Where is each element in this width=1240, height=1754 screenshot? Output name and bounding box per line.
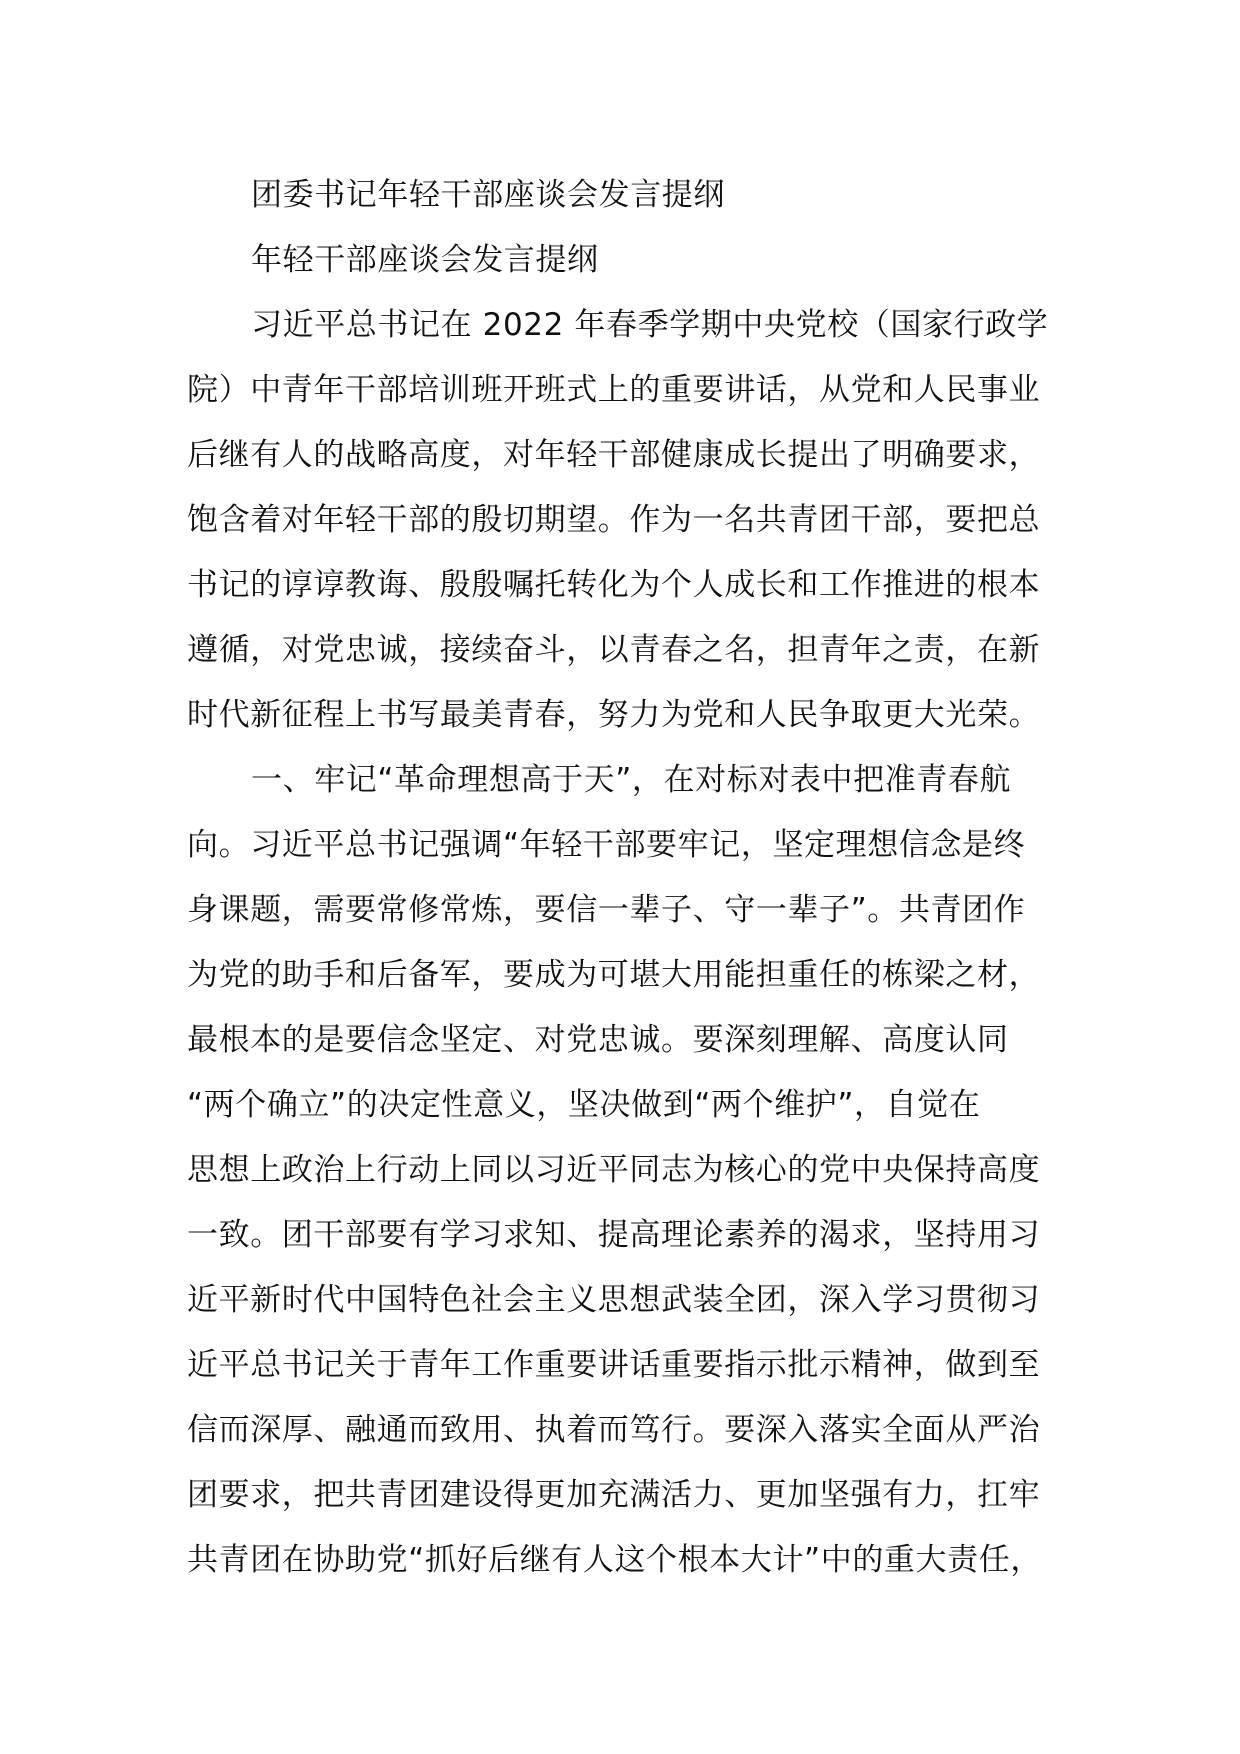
paragraph-section-one-line: 为党的助手和后备军，要成为可堪大用能担重任的栋梁之材， <box>187 957 1041 993</box>
paragraph-intro-line: 院）中青年干部培训班开班式上的重要讲话，从党和人民事业 <box>187 372 1041 408</box>
paragraph-section-one-line: 近平总书记关于青年工作重要讲话重要指示批示精神，做到至 <box>187 1347 1041 1383</box>
paragraph-section-one-line: “两个确立”的决定性意义，坚决做到“两个维护”，自觉在 <box>187 1087 981 1123</box>
paragraph-intro-line: 习近平总书记在 2022 年春季学期中央党校（国家行政学 <box>251 307 1049 343</box>
paragraph-section-one-line: 最根本的是要信念坚定、对党忠诚。要深刻理解、高度认同 <box>187 1022 1009 1058</box>
paragraph-section-one-line: 身课题，需要常修常炼，要信一辈子、守一辈子”。共青团作 <box>187 892 1026 928</box>
document-body <box>187 163 1051 1593</box>
document-title: 团委书记年轻干部座谈会发言提纲 <box>251 177 725 213</box>
paragraph-section-one-line: 信而深厚、融通而致用、执着而笃行。要深入落实全面从严治 <box>187 1412 1041 1448</box>
paragraph-intro-line: 饱含着对年轻干部的殷切期望。作为一名共青团干部，要把总 <box>187 502 1041 538</box>
paragraph-section-one-line: 向。习近平总书记强调“年轻干部要牢记，坚定理想信念是终 <box>187 827 1026 863</box>
paragraph-section-one-line: 一致。团干部要有学习求知、提高理论素养的渴求，坚持用习 <box>187 1217 1041 1253</box>
document-subtitle: 年轻干部座谈会发言提纲 <box>251 242 599 278</box>
paragraph-section-one-line: 一、牢记“革命理想高于天”，在对标对表中把准青春航 <box>251 762 1012 798</box>
paragraph-section-one-line: 共青团在协助党“抓好后继有人这个根本大计”中的重大责任， <box>187 1542 1042 1578</box>
paragraph-intro-line: 书记的谆谆教诲、殷殷嘱托转化为个人成长和工作推进的根本 <box>187 567 1041 603</box>
paragraph-intro-line: 后继有人的战略高度，对年轻干部健康成长提出了明确要求， <box>187 437 1041 473</box>
paragraph-section-one-line: 思想上政治上行动上同以习近平同志为核心的党中央保持高度 <box>187 1152 1041 1188</box>
paragraph-intro-line: 遵循，对党忠诚，接续奋斗，以青春之名，担青年之责，在新 <box>187 632 1041 668</box>
paragraph-section-one-line: 近平新时代中国特色社会主义思想武装全团，深入学习贯彻习 <box>187 1282 1041 1318</box>
paragraph-intro-line: 时代新征程上书写最美青春，努力为党和人民争取更大光荣。 <box>187 697 1041 733</box>
paragraph-section-one-line: 团要求，把共青团建设得更加充满活力、更加坚强有力，扛牢 <box>187 1477 1041 1513</box>
